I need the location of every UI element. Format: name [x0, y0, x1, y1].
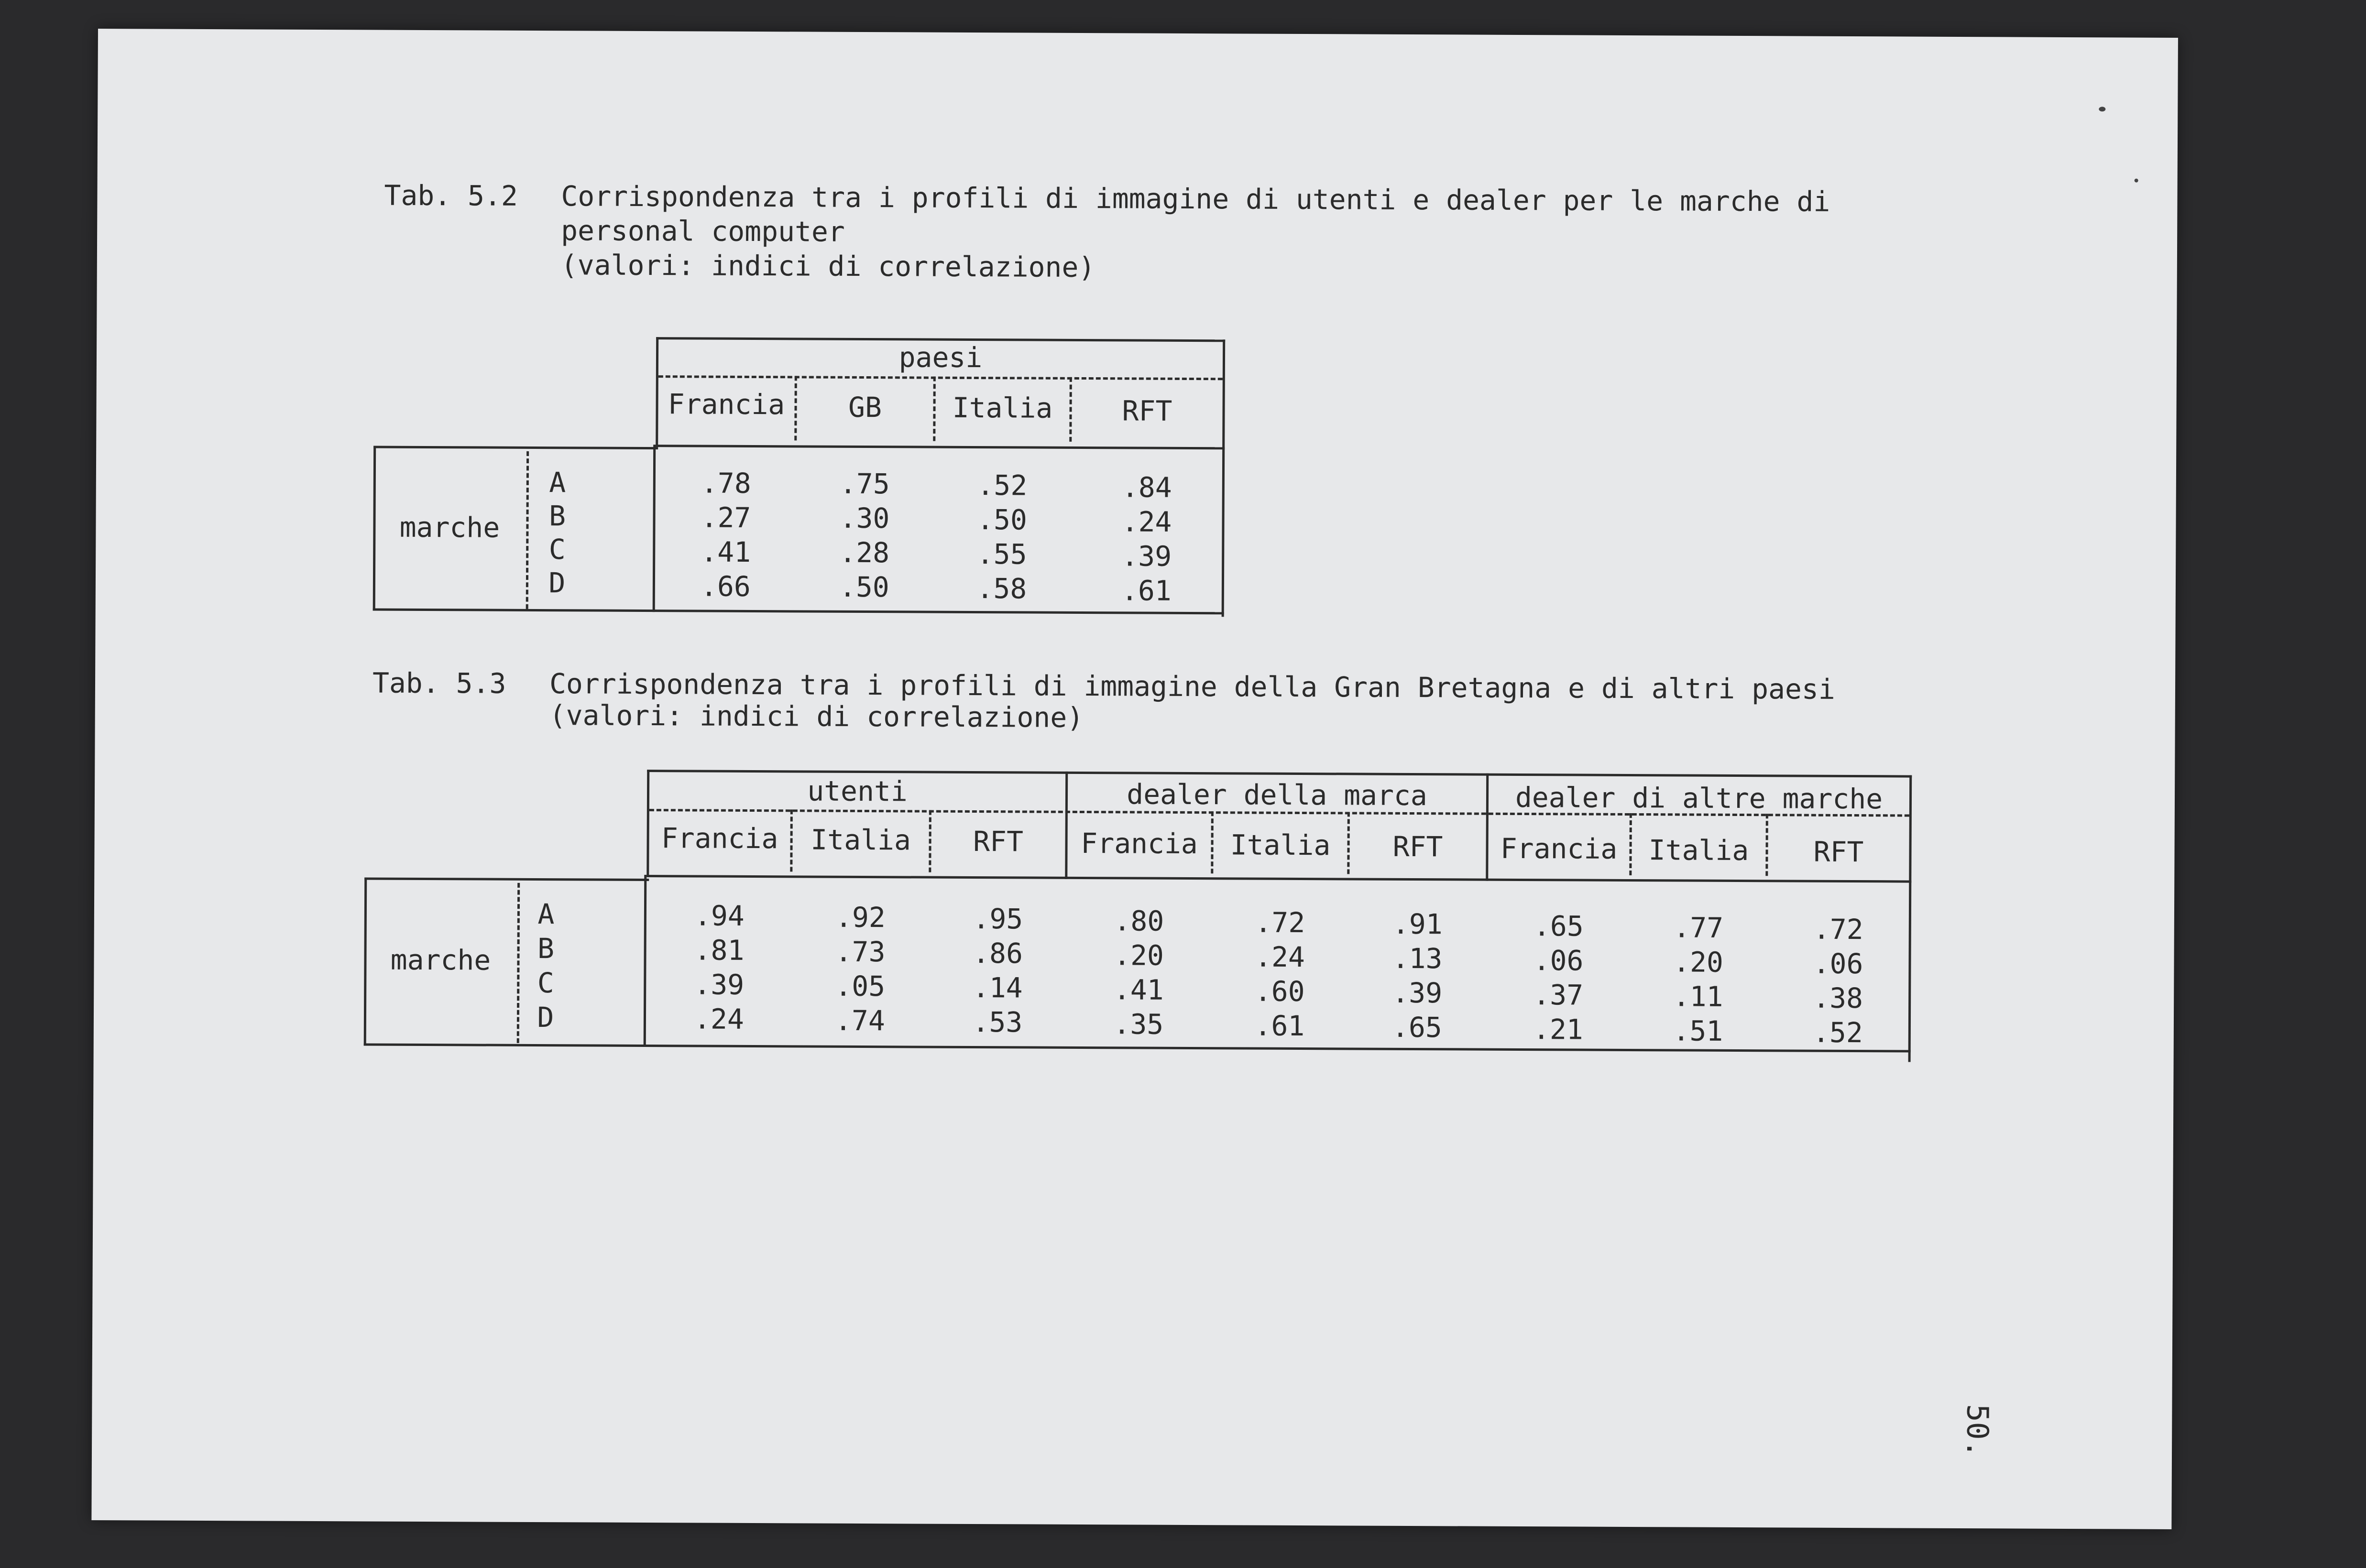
- table-cell: .92: [835, 901, 886, 934]
- table-cell: .94: [694, 899, 745, 932]
- group-header-utenti: utenti: [807, 774, 908, 808]
- row-label: C: [548, 533, 566, 566]
- table-cell: .65: [1533, 910, 1584, 943]
- table-5-3: [364, 768, 1919, 1071]
- column-header: GB: [848, 391, 882, 424]
- column-header: Italia: [811, 823, 911, 857]
- table-cell: .39: [694, 968, 745, 1001]
- paper-speck: [2099, 107, 2105, 111]
- column-header: RFT: [1392, 830, 1443, 863]
- table-cell: .24: [693, 1002, 744, 1035]
- table-cell: .50: [976, 503, 1028, 536]
- table-cell: .21: [1533, 1013, 1583, 1046]
- column-header: Italia: [1648, 834, 1749, 867]
- table-cell: .80: [1114, 904, 1164, 937]
- group-header-dealer-di-altre-marche: dealer di altre marche: [1515, 781, 1883, 816]
- table-cell: .50: [839, 570, 889, 604]
- table-cell: .51: [1673, 1014, 1723, 1047]
- column-header: Italia: [952, 391, 1053, 425]
- table-cell: .72: [1813, 913, 1863, 946]
- table-cell: .95: [973, 903, 1023, 936]
- row-label: A: [537, 898, 555, 931]
- table-cell: .58: [976, 572, 1027, 605]
- table-cell: .74: [834, 1004, 885, 1037]
- table-cell: .13: [1392, 942, 1443, 975]
- column-header: RFT: [973, 825, 1024, 858]
- paper-speck: [2135, 179, 2138, 183]
- table-cell: .24: [1255, 940, 1305, 974]
- table-cell: .73: [835, 935, 886, 969]
- table-5-2: [373, 336, 1235, 627]
- table-cell: .14: [972, 971, 1023, 1004]
- table-cell: .39: [1121, 540, 1172, 573]
- table-cell: .37: [1533, 979, 1584, 1012]
- table-5-2-caption: [384, 178, 2010, 295]
- table-cell: .78: [701, 467, 751, 500]
- group-header-paesi: paesi: [898, 341, 983, 374]
- table-cell: .27: [701, 501, 751, 534]
- table-cell: .77: [1673, 911, 1724, 944]
- paper-sheet: [91, 29, 2178, 1529]
- page-number: 50.: [1960, 1404, 1995, 1458]
- table-label: Tab. 5.3: [372, 666, 506, 700]
- table-cell: .28: [839, 536, 890, 569]
- table-cell: .24: [1121, 505, 1172, 538]
- table-cell: .86: [973, 937, 1023, 970]
- table-cell: .06: [1533, 944, 1584, 977]
- table-5-3-caption: [372, 666, 1998, 750]
- table-cell: .20: [1673, 946, 1724, 979]
- table-title-line: Corrispondenza tra i profili di immagine della Gran Bretagna e di altri paesi: [549, 667, 1835, 706]
- table-cell: .20: [1114, 939, 1164, 972]
- table-cell: .75: [839, 467, 890, 501]
- table-cell: .55: [976, 538, 1027, 571]
- table-title-line: Corrispondenza tra i profili di immagine di utenti e dealer per le marche di: [561, 180, 1830, 218]
- table-cell: .61: [1254, 1009, 1305, 1043]
- table-title-line: (valori: indici di correlazione): [549, 699, 1084, 734]
- table-cell: .11: [1673, 980, 1723, 1013]
- group-header-dealer-della-marca: dealer della marca: [1127, 778, 1427, 812]
- row-group-label: marche: [399, 511, 500, 544]
- table-cell: .52: [1812, 1016, 1863, 1049]
- table-cell: .61: [1121, 574, 1172, 607]
- table-cell: .05: [835, 969, 886, 1003]
- table-cell: .53: [972, 1005, 1023, 1039]
- table-cell: .30: [839, 501, 890, 535]
- table-cell: .41: [1113, 973, 1164, 1006]
- table-label: Tab. 5.2: [384, 179, 518, 212]
- column-header: Francia: [1081, 827, 1198, 860]
- table-cell: .65: [1391, 1011, 1442, 1044]
- table-cell: .66: [700, 570, 751, 603]
- column-header: RFT: [1813, 835, 1864, 869]
- column-header: Italia: [1230, 828, 1331, 862]
- column-header: Francia: [668, 388, 785, 421]
- row-label: D: [537, 1001, 554, 1034]
- row-label: D: [548, 566, 566, 599]
- table-cell: .81: [694, 934, 745, 967]
- column-header: Francia: [661, 822, 778, 855]
- row-label: B: [548, 500, 566, 533]
- table-cell: .91: [1392, 907, 1443, 941]
- table-cell: .84: [1121, 471, 1172, 504]
- table-cell: .06: [1813, 947, 1863, 980]
- table-cell: .41: [701, 535, 751, 568]
- table-cell: .60: [1254, 975, 1305, 1008]
- table-cell: .72: [1255, 906, 1305, 939]
- table-cell: .35: [1113, 1008, 1164, 1041]
- row-label: A: [549, 466, 566, 499]
- table-cell: .52: [977, 469, 1028, 502]
- row-label: C: [537, 967, 554, 1000]
- table-title-line: personal computer: [561, 214, 845, 248]
- row-group-label: marche: [390, 943, 491, 977]
- table-cell: .38: [1813, 981, 1863, 1015]
- column-header: Francia: [1500, 832, 1618, 865]
- column-header: RFT: [1122, 394, 1172, 427]
- table-title-line: (valori: indici di correlazione): [560, 249, 1095, 284]
- row-label: B: [537, 932, 555, 965]
- table-cell: .39: [1392, 976, 1443, 1010]
